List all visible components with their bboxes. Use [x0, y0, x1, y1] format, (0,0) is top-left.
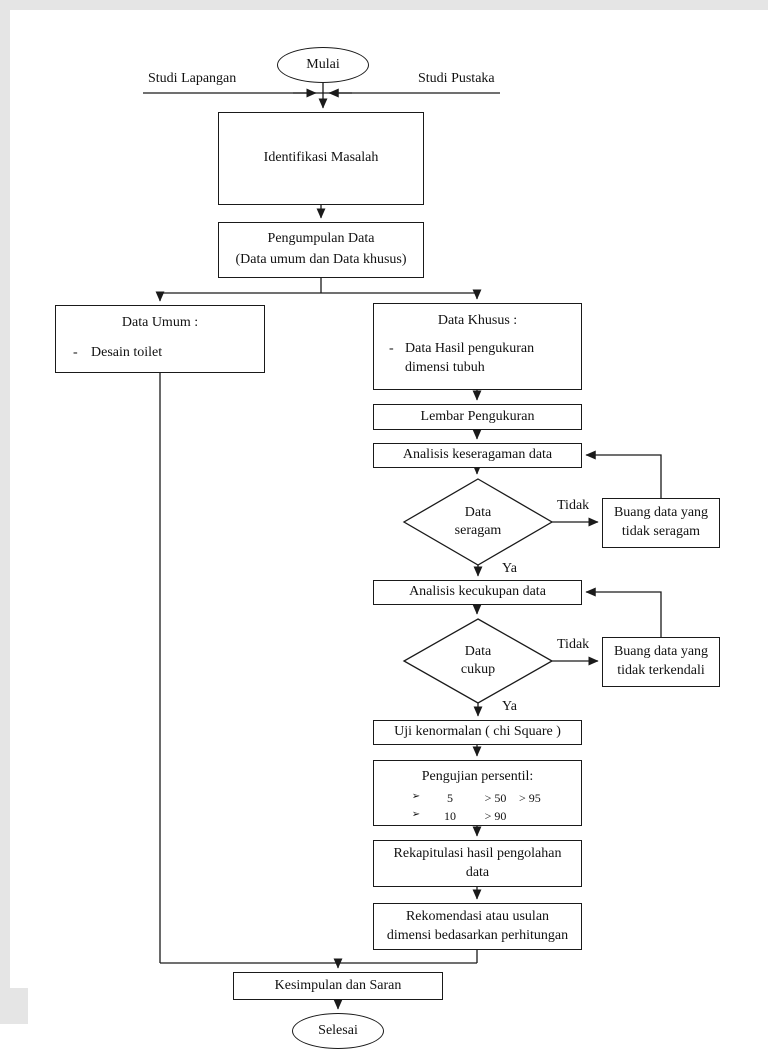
data-khusus-item-line2: dimensi tubuh [405, 359, 485, 375]
pengujian-title: Pengujian persentil: [421, 769, 534, 784]
data-khusus-title: Data Khusus : [437, 313, 518, 328]
studi-pustaka-label: Studi Pustaka [418, 71, 495, 86]
uji-kenormalan-label: Uji kenormalan ( chi Square ) [394, 724, 561, 740]
analisis-keseragaman-label: Analisis keseragaman data [402, 447, 553, 463]
decision-seragam-line1: Data [464, 504, 492, 520]
process-analisis-kecukupan [373, 580, 582, 605]
page-edge-corner [0, 988, 28, 1024]
pengujian-row-2 [374, 809, 581, 823]
identifikasi-label: Identifikasi Masalah [263, 150, 379, 166]
process-buang-tidak-terkendali [602, 637, 720, 687]
page-edge-top [0, 0, 768, 10]
pengujian-r1-c3: > 95 [519, 790, 541, 805]
pengujian-r2-c2: > 90 [484, 809, 507, 824]
decision-cukup-line1: Data [464, 643, 492, 659]
rekapitulasi-line2: data [465, 864, 490, 880]
data-umum-title: Data Umum : [121, 315, 199, 330]
page-edge-left [0, 0, 10, 1024]
pengujian-row-1 [374, 791, 581, 805]
ya-label-2: Ya [502, 699, 517, 714]
rekomendasi-line2: dimensi bedasarkan perhitungan [386, 927, 569, 943]
analisis-kecukupan-label: Analisis kecukupan data [409, 584, 546, 600]
process-rekapitulasi [373, 840, 582, 887]
process-lembar-pengukuran [373, 404, 582, 430]
process-pengujian-persentil [373, 760, 582, 826]
decision-data-cukup [418, 640, 538, 682]
data-khusus-item-line1: Data Hasil pengukuran [405, 340, 535, 356]
data-khusus-item [374, 340, 581, 359]
studi-lapangan-label: Studi Lapangan [148, 71, 237, 86]
start-label: Mulai [306, 56, 340, 72]
process-data-khusus [373, 303, 582, 390]
process-pengumpulan-data [218, 222, 424, 278]
pengumpulan-line2: (Data umum dan Data khusus) [235, 252, 407, 268]
pengujian-r2-c1: 10 [444, 809, 456, 824]
kesimpulan-label: Kesimpulan dan Saran [274, 977, 402, 993]
tidak-label-2: Tidak [557, 637, 590, 652]
buang-seragam-line1: Buang data yang [613, 504, 709, 520]
pengumpulan-line1: Pengumpulan Data [267, 230, 375, 246]
end-label: Selesai [318, 1022, 358, 1038]
buang-seragam-line2: tidak seragam [621, 524, 701, 540]
data-khusus-dash: - [389, 340, 394, 356]
start-terminator [277, 47, 369, 83]
process-buang-tidak-seragam [602, 498, 720, 548]
data-umum-dash: - [73, 344, 78, 360]
decision-seragam-line2: seragam [454, 523, 502, 538]
process-rekomendasi [373, 903, 582, 950]
lembar-label: Lembar Pengukuran [420, 408, 535, 424]
decision-data-seragam [418, 501, 538, 543]
process-analisis-keseragaman [373, 443, 582, 468]
pengujian-r1-c1: 5 [447, 790, 453, 805]
buang-terkendali-line1: Buang data yang [613, 643, 709, 659]
end-terminator [292, 1013, 384, 1049]
arrow-bullet-icon: ➢ [411, 790, 421, 802]
process-identifikasi-masalah [218, 112, 424, 205]
tidak-label-1: Tidak [557, 498, 590, 513]
data-umum-item [56, 344, 264, 363]
process-data-umum [55, 305, 265, 373]
decision-cukup-line2: cukup [460, 662, 496, 677]
ya-label-1: Ya [502, 561, 517, 576]
arrow-bullet-icon: ➢ [411, 809, 421, 821]
data-umum-item-text: Desain toilet [91, 344, 163, 360]
rekapitulasi-line1: Rekapitulasi hasil pengolahan [393, 846, 562, 861]
rekomendasi-line1: Rekomendasi atau usulan [405, 909, 550, 924]
buang-terkendali-line2: tidak terkendali [617, 663, 705, 679]
pengujian-r1-c2: > 50 [484, 790, 507, 805]
process-kesimpulan-saran [233, 972, 443, 1000]
process-uji-kenormalan [373, 720, 582, 745]
